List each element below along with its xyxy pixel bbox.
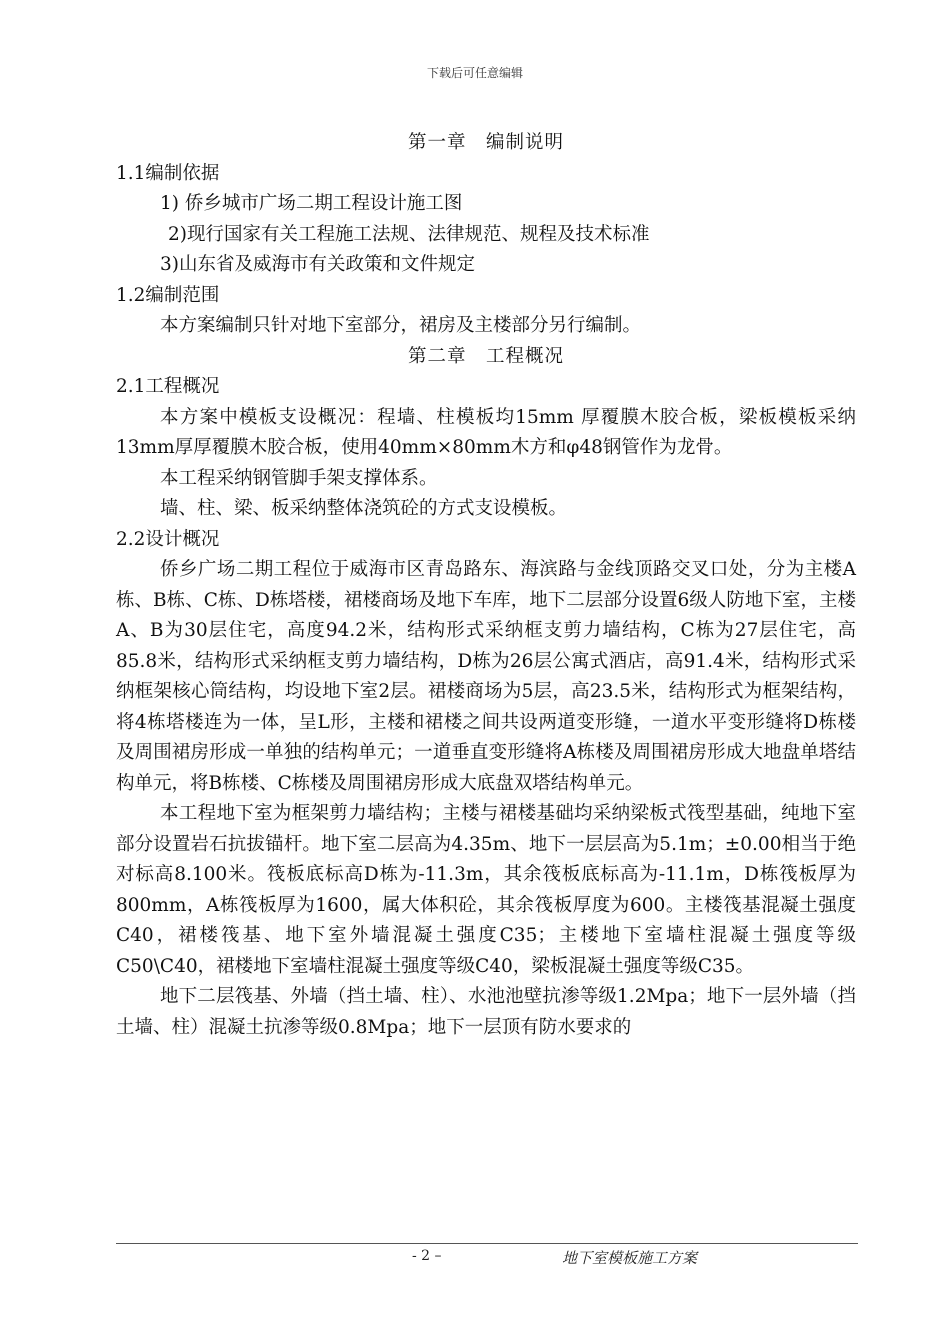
chapter-1-title: 第一章 编制说明 [407,132,564,153]
basis-item-2: 2)现行国家有关工程施工法规、法律规范、规程及技术标准 [168,223,650,245]
footer-document-title: 地下室模板施工方案 [562,1249,698,1267]
scope-paragraph: 本方案编制只针对地下室部分，裙房及主楼部分另行编制。 [160,315,642,336]
section-2-2-heading: 2.2设计概况 [116,528,220,550]
document-body [116,128,856,1043]
section-1-2-heading: 1.2编制范围 [116,284,220,306]
design-overview-paragraph-2: 本工程地下室为框架剪力墙结构；主楼与裙楼基础均采纳梁板式筏型基础，纯地下室部分设置岩石抗拔锚杆。地下室二层高为4.35m、地下一层层高为5.1m；±0.00相当于绝对标高8.100米。筏板底标高D栋为-11.3m，其余筏板底标高为-11.1m，D栋筏板厚为800mm，A栋筏板厚为1600，属大体积砼，其余筏板厚度为600。主楼筏基混凝土强度C40，裙楼筏基、地下室外墙混凝土强度C35；主楼地下室墙柱混凝土强度等级C50\C40，裙楼地下室墙柱混凝土强度等级C40，梁板混凝土强度等级C35。 [116,803,856,977]
section-1-1-heading: 1.1编制依据 [116,162,220,184]
design-overview-paragraph-3: 地下二层筏基、外墙（挡土墙、柱）、水池池壁抗渗等级1.2Mpa；地下一层外墙（挡土墙、柱）混凝土抗渗等级0.8Mpa；地下一层顶有防水要求的 [116,986,856,1038]
pouring-paragraph: 墙、柱、梁、板采纳整体浇筑砼的方式支设模板。 [160,498,568,519]
design-overview-paragraph-1: 侨乡广场二期工程位于威海市区青岛路东、海滨路与金线顶路交叉口处，分为主楼A栋、B栋、C栋、D栋塔楼，裙楼商场及地下车库，地下二层部分设置6级人防地下室，主楼A、B为30层住宅，高度94.2米，结构形式采纳框支剪力墙结构，C栋为27层住宅，高85.8米，结构形式采纳框支剪力墙结构，D栋为26层公寓式酒店，高91.4米，结构形式采纳框架核心筒结构，均设地下室2层。裙楼商场为5层，高23.5米，结构形式为框架结构，将4栋塔楼连为一体，呈L形，主楼和裙楼之间共设两道变形缝，一道水平变形缝将D栋楼及周围裙房形成一单独的结构单元；一道垂直变形缝将A栋楼及周围裙房形成大地盘单塔结构单元，将B栋楼、C栋楼及周围裙房形成大底盘双塔结构单元。 [116,559,856,794]
page-number: - 2 – [412,1248,442,1264]
download-note: 下载后可任意编辑 [426,66,523,80]
chapter-2-title: 第二章 工程概况 [407,345,564,367]
section-2-1-heading: 2.1工程概况 [116,376,220,397]
basis-item-1: 1) 侨乡城市广场二期工程设计施工图 [160,193,463,214]
footer-divider [116,1243,858,1244]
basis-item-3: 3)山东省及威海市有关政策和文件规定 [160,254,475,275]
scaffold-paragraph: 本工程采纳钢管脚手架支撑体系。 [160,467,438,489]
formwork-overview-paragraph: 本方案中模板支设概况：程墙、柱模板均15mm 厚覆膜木胶合板，梁板模板采纳13mm厚厚覆膜木胶合板，使用40mm×80mm木方和φ48钢管作为龙骨。 [116,406,856,458]
